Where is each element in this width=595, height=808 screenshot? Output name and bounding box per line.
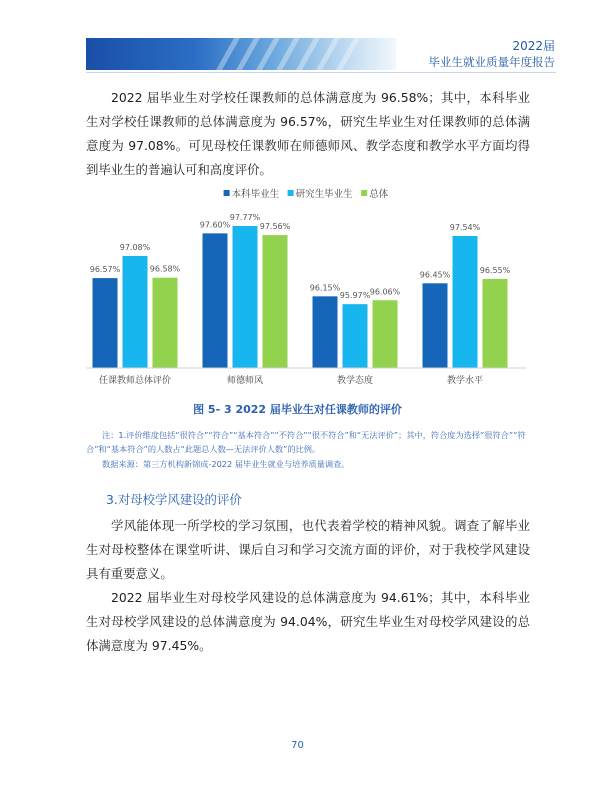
- bar: [263, 235, 288, 368]
- legend-swatch: [224, 190, 230, 196]
- category-tick-label: 任课教师总体评价: [98, 376, 172, 386]
- report-title: 毕业生就业质量年度报告: [428, 55, 555, 69]
- header-gradient-band: [86, 38, 396, 70]
- bar: [153, 278, 178, 368]
- bar: [423, 283, 448, 368]
- data-source-note: 数据来源：第三方机构新锦成-2022 届毕业生就业与培养质量调查。: [102, 459, 350, 469]
- legend-label: 本科毕业生: [231, 189, 280, 200]
- bar-value-label: 96.58%: [149, 264, 181, 274]
- legend-swatch: [361, 190, 367, 196]
- bar-chart: [86, 180, 526, 392]
- bar: [313, 296, 338, 368]
- chart-legend: [224, 188, 389, 200]
- section-heading: 3.对母校学风建设的评价: [106, 492, 242, 507]
- chart-note: 注：1.评价维度包括“很符合”“符合”“基本符合”“不符合”“很不符合”和“无法评价”；其中，符合度为选择“很符合”“符合”和“基本符合”的人数占“此题总人数—无法评价人数”的比例。: [86, 430, 526, 454]
- header-title-block: [429, 38, 556, 70]
- legend-label: 总体: [369, 189, 389, 200]
- paragraph-teacher-satisfaction: 2022 届毕业生对学校任课教师的总体满意度为 96.58%；其中，本科毕业生对学校任课教师的总体满意度为 96.57%，研究生毕业生对任课教师的总体满意度为 97.08%。可见母校任课教师在师德师风、教学态度和教学水平方面均得到毕业生的普遍认可和高度评价。: [86, 90, 530, 177]
- legend-item: [288, 188, 354, 200]
- bar: [483, 279, 508, 368]
- bar-value-label: 96.57%: [89, 265, 121, 275]
- bar: [343, 304, 368, 368]
- bar: [233, 226, 258, 368]
- bar-value-label: 97.77%: [229, 212, 261, 222]
- legend-label: 研究生毕业生: [295, 189, 353, 200]
- bar-value-label: 96.55%: [479, 265, 511, 275]
- header-divider: [86, 72, 556, 73]
- legend-item: [224, 188, 280, 200]
- bar: [453, 236, 478, 368]
- bar-value-label: 96.06%: [369, 287, 401, 297]
- bar-chart-svg: [86, 180, 526, 392]
- bar-value-label: 97.08%: [119, 242, 151, 252]
- bar: [93, 278, 118, 368]
- page-number: 70: [291, 740, 304, 751]
- legend-item: [361, 188, 389, 200]
- bar-value-label: 95.97%: [339, 291, 371, 301]
- bar: [123, 256, 148, 368]
- paragraph-study-atmosphere: 学风能体现一所学校的学习氛围，也代表着学校的精神风貌。调查了解毕业生对母校整体在课堂听讲、课后自习和学习交流方面的评价，对于我校学风建设具有重要意义。: [86, 518, 530, 581]
- category-tick-label: 师德师风: [226, 376, 264, 386]
- bar: [373, 300, 398, 368]
- bar-value-label: 96.15%: [309, 283, 341, 293]
- bar: [203, 233, 228, 368]
- bar-value-label: 96.45%: [419, 270, 451, 280]
- bar-value-label: 97.60%: [199, 220, 231, 230]
- legend-swatch: [288, 190, 294, 196]
- report-year: 2022届: [512, 39, 555, 53]
- bar-value-label: 97.56%: [259, 222, 291, 232]
- category-tick-label: 教学水平: [446, 376, 484, 386]
- paragraph-study-atmosphere-satisfaction: 2022 届毕业生对母校学风建设的总体满意度为 94.61%；其中，本科毕业生对母校学风建设的总体满意度为 94.04%，研究生毕业生对母校学风建设的总体满意度为 97.45%。: [86, 590, 530, 653]
- category-tick-label: 教学态度: [336, 376, 374, 386]
- bar-value-label: 97.54%: [449, 222, 481, 232]
- figure-caption: 图 5- 3 2022 届毕业生对任课教师的评价: [193, 403, 402, 416]
